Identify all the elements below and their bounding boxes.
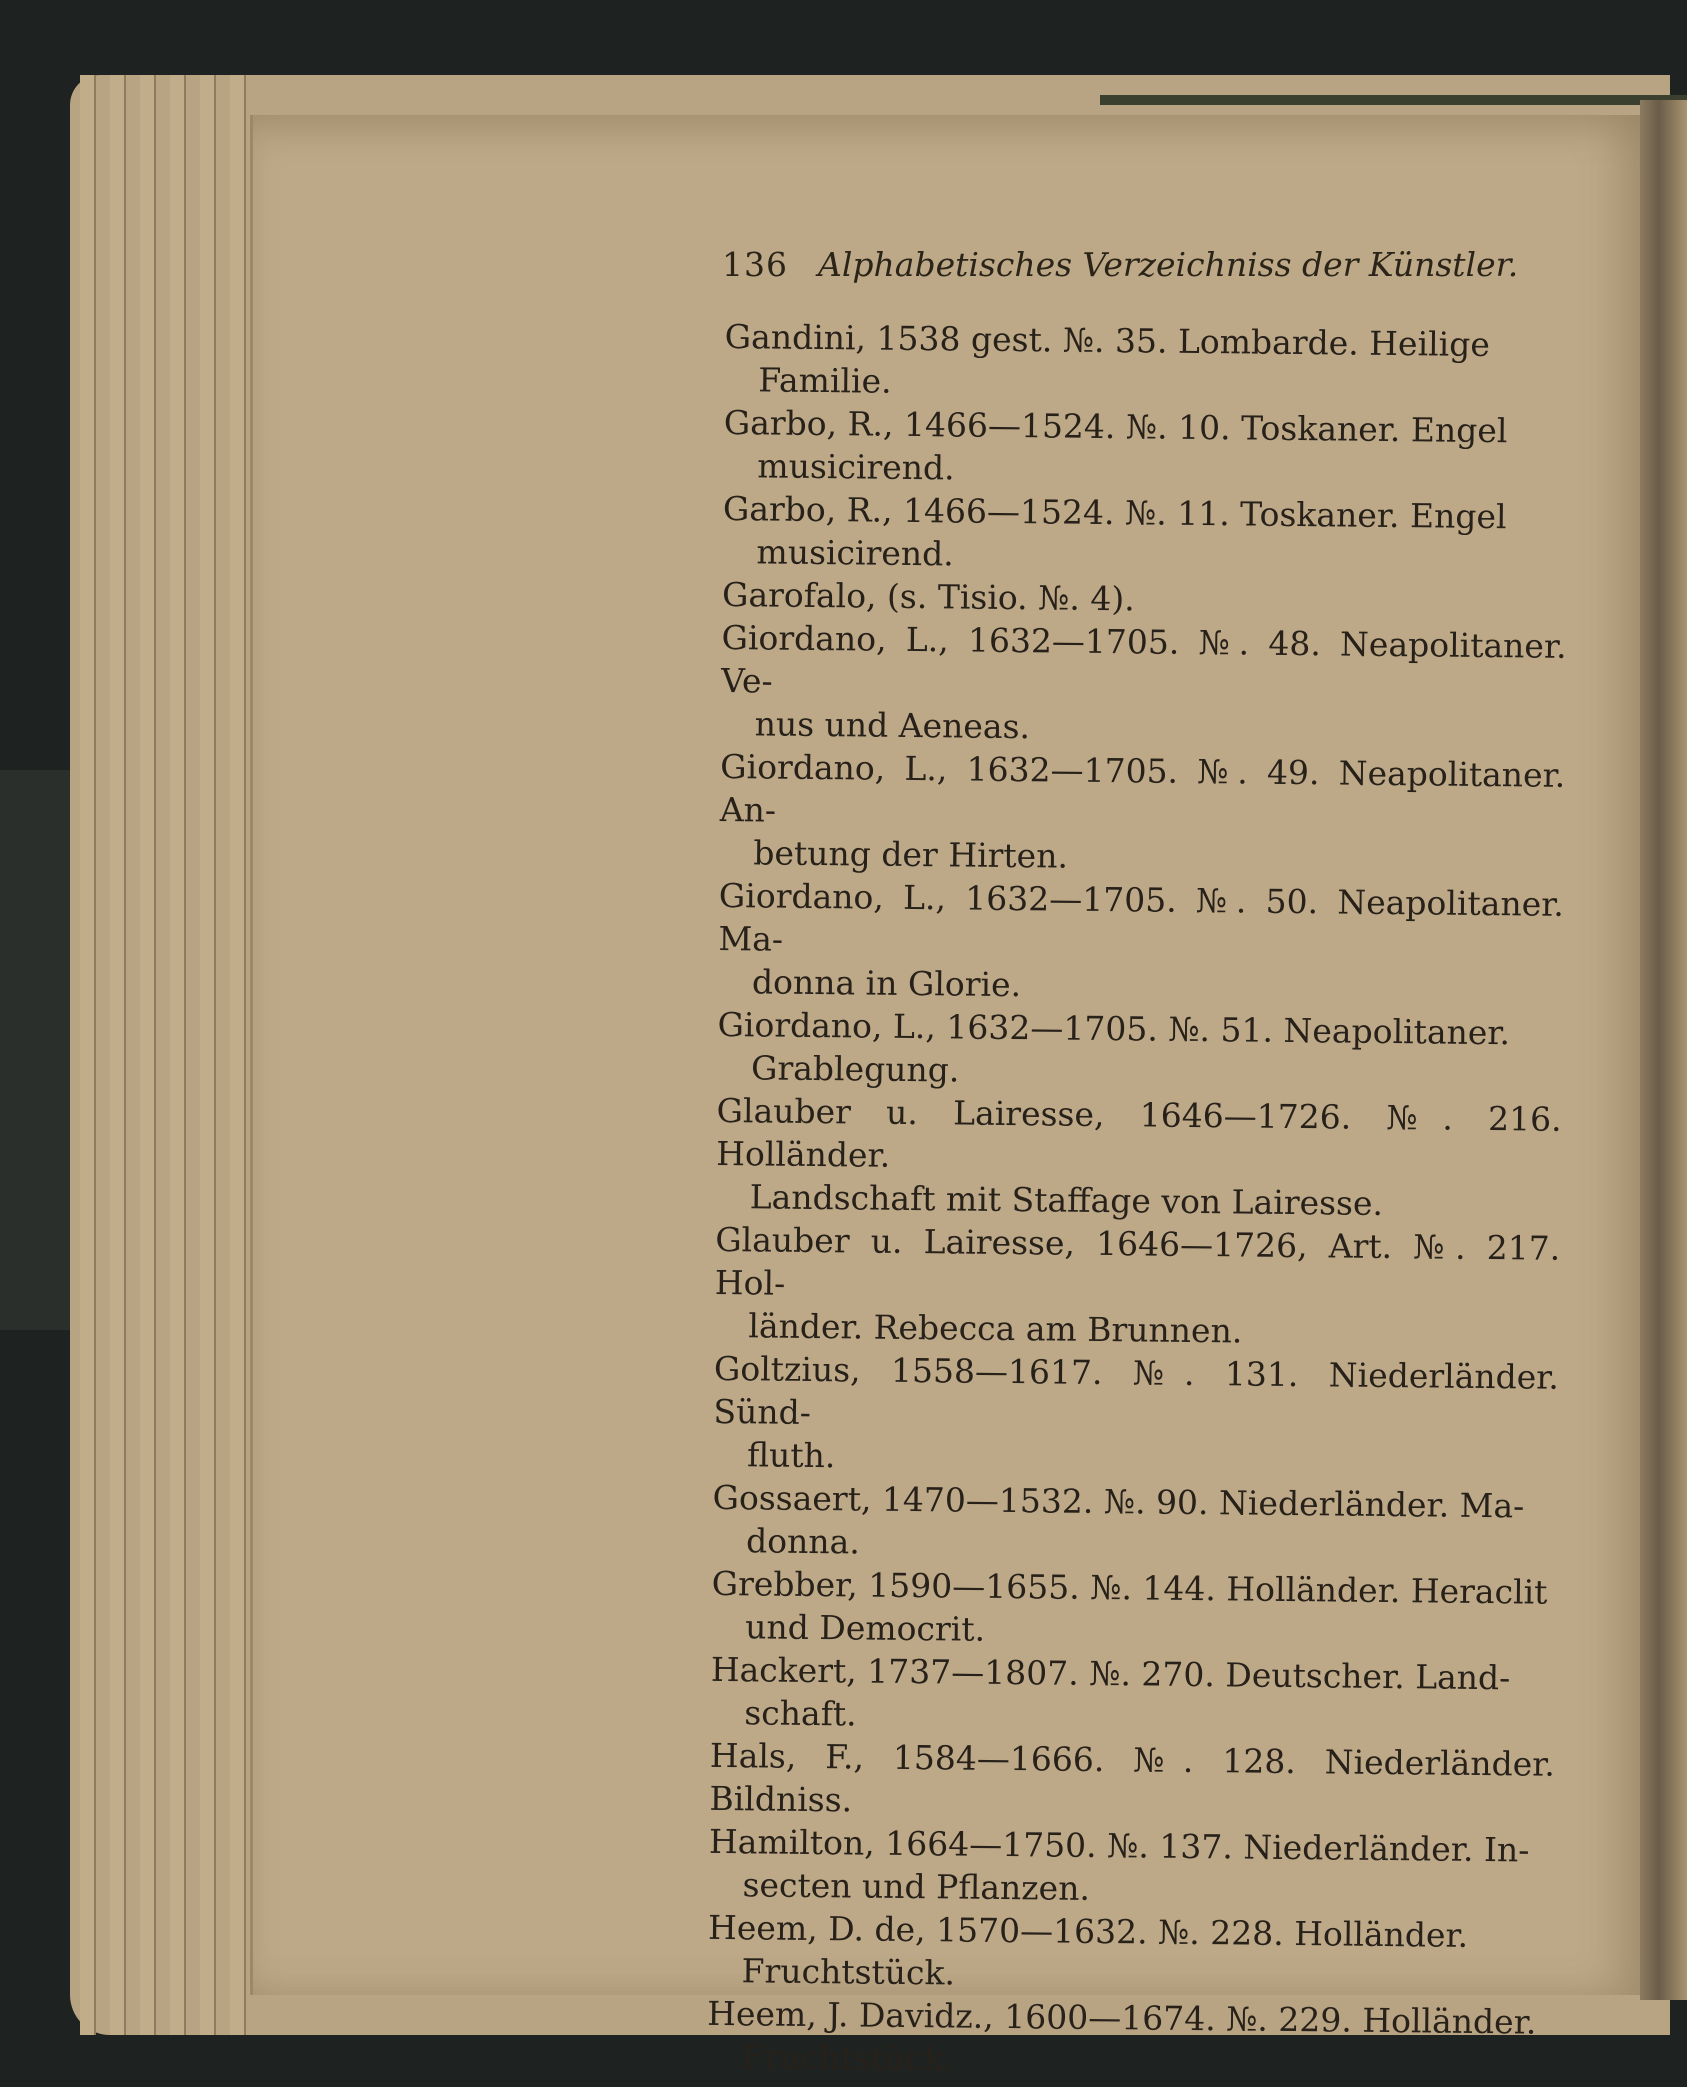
entry-continuation: Fruchtstück. (740, 2037, 955, 2079)
page-edge (230, 75, 246, 2035)
entry-first-line: Hackert, 1737—1807. №. 270. Deutscher. Land- (710, 1649, 1511, 1698)
index-entry (723, 401, 1569, 496)
entry-continuation: betung der Hirten. (753, 833, 1069, 876)
index-entry (711, 1562, 1557, 1657)
entry-continuation: und Democrit. (745, 1607, 986, 1649)
index-entry (719, 745, 1565, 883)
page-number: 136 (722, 245, 788, 284)
index-entry (713, 1347, 1559, 1485)
entry-continuation: schaft. (744, 1693, 857, 1734)
entry-continuation: länder. Rebecca am Brunnen. (748, 1306, 1243, 1351)
index-entry (714, 1218, 1560, 1356)
entry-continuation: donna. (745, 1521, 861, 1562)
entry-first-line: Giordano, L., 1632—1705. №. 50. Neapolitaner. Ma- (718, 875, 1565, 959)
index-entry (717, 1003, 1563, 1098)
entry-continuation: fluth. (746, 1435, 836, 1476)
entry-first-line: Garbo, R., 1466—1524. №. 10. Toskaner. Engel (723, 402, 1508, 451)
entry-continuation: donna in Glorie. (751, 962, 1022, 1005)
entry-continuation: musicirend. (756, 532, 954, 574)
page-title: Alphabetisches Verzeichniss der Künstler. (818, 245, 1519, 284)
cover-strip (1100, 95, 1687, 105)
index-entry (707, 1992, 1553, 2087)
entry-first-line: Giordano, L., 1632—1705. №. 49. Neapolitaner. An- (719, 746, 1566, 830)
entry-first-line: Giordano, L., 1632—1705. №. 48. Neapolitaner. Ve- (720, 617, 1567, 701)
page-edge (170, 75, 186, 2035)
entry-first-line: Gandini, 1538 gest. №. 35. Lombarde. Heilige (724, 316, 1491, 365)
entry-continuation: Familie. (758, 360, 892, 401)
running-header (722, 245, 1519, 284)
page-edge (80, 75, 96, 2035)
entry-first-line: Goltzius, 1558—1617. №. 131. Niederländer. Sünd- (713, 1348, 1560, 1432)
book-gutter (1640, 100, 1687, 2000)
index-entry (708, 1820, 1554, 1915)
entry-first-line: Heem, J. Davidz., 1600—1674. №. 229. Holländer. (707, 1993, 1537, 2042)
page-edge (200, 75, 216, 2035)
entry-first-line: Giordano, L., 1632—1705. №. 51. Neapolitaner. (717, 1004, 1511, 1053)
entry-continuation: Fruchtstück. (741, 1951, 956, 1993)
index-entry (710, 1648, 1556, 1743)
entry-first-line: Glauber u. Lairesse, 1646—1726. №. 216. Holländer. (716, 1090, 1562, 1175)
entry-first-line: Heem, D. de, 1570—1632. №. 228. Holländer. (707, 1907, 1469, 1955)
page-edge (110, 75, 126, 2035)
entry-continuation: secten und Pflanzen. (742, 1865, 1091, 1908)
entry-first-line: Glauber u. Lairesse, 1646—1726, Art. №. 217. Hol- (714, 1219, 1561, 1303)
entry-first-line: Garbo, R., 1466—1524. №. 11. Toskaner. Engel (722, 488, 1507, 537)
index-entry (712, 1476, 1558, 1571)
artist-index-list (707, 315, 1570, 2087)
book-cover-edge (0, 770, 80, 1330)
entry-first-line: Hamilton, 1664—1750. №. 137. Niederländer. In- (708, 1821, 1530, 1870)
entry-continuation: musicirend. (757, 446, 955, 488)
index-entry (709, 1734, 1555, 1829)
index-entry (724, 315, 1570, 410)
index-entry (707, 1906, 1553, 2001)
entry-continuation: Landschaft mit Staffage von Lairesse. (749, 1177, 1384, 1223)
index-entry (718, 874, 1564, 1012)
index-entry (720, 616, 1566, 754)
entry-first-line: Gossaert, 1470—1532. №. 90. Niederländer. Ma- (712, 1477, 1525, 1526)
index-entry (722, 487, 1568, 582)
entry-continuation: nus und Aeneas. (754, 704, 1031, 747)
index-entry (716, 1089, 1562, 1227)
entry-first-line: Grebber, 1590—1655. №. 144. Holländer. Heraclit (711, 1563, 1548, 1612)
entry-continuation: Grablegung. (750, 1048, 960, 1090)
entry-first-line: Hals, F., 1584—1666. №. 128. Niederländer. Bildniss. (709, 1735, 1556, 1820)
page-edge (140, 75, 156, 2035)
entry-first-line: Garofalo, (s. Tisio. №. 4). (721, 574, 1135, 619)
